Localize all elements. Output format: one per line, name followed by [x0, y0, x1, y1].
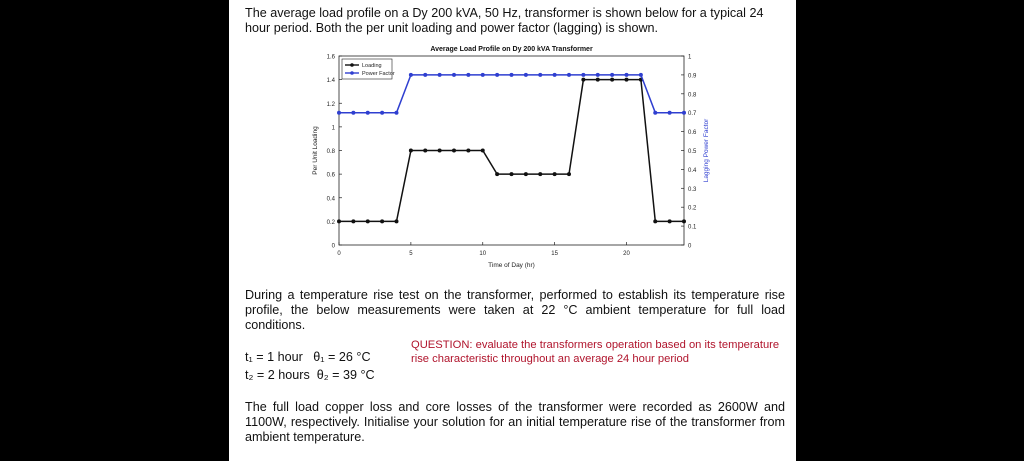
y2-tick-label: 1 — [688, 54, 692, 61]
data-point-power-factor — [409, 73, 413, 77]
y2-tick-label: 0.1 — [688, 224, 697, 231]
data-point-power-factor — [610, 73, 614, 77]
data-point-loading — [380, 219, 384, 223]
y2-axis-label: Lagging Power Factor — [703, 118, 710, 183]
legend-marker — [350, 71, 354, 75]
y2-tick-label: 0.3 — [688, 186, 697, 193]
data-point-power-factor — [452, 73, 456, 77]
y-tick-label: 1 — [331, 125, 335, 132]
data-point-power-factor — [668, 111, 672, 115]
data-point-loading — [395, 219, 399, 223]
data-point-loading — [481, 149, 485, 153]
y-tick-label: 1.4 — [326, 78, 335, 85]
data-point-power-factor — [466, 73, 470, 77]
x-tick-label: 20 — [623, 251, 630, 257]
data-point-power-factor — [538, 73, 542, 77]
data-point-power-factor — [510, 73, 514, 77]
data-point-loading — [337, 219, 341, 223]
data-point-loading — [567, 172, 571, 176]
legend-marker — [350, 63, 354, 67]
x-tick-label: 10 — [479, 251, 487, 257]
test-paragraph: During a temperature rise test on the transformer, performed to establish its temperature rise profile, the below measurements were taken at 22 °C ambient temperature for full load conditions. — [245, 288, 785, 332]
data-point-loading — [366, 219, 370, 223]
y2-tick-label: 0.5 — [688, 149, 697, 155]
data-point-power-factor — [639, 73, 643, 77]
series-line-loading — [339, 80, 684, 222]
data-point-power-factor — [351, 111, 355, 115]
data-point-loading — [596, 78, 600, 82]
data-point-power-factor — [337, 111, 341, 115]
y-tick-label: 1.6 — [326, 54, 335, 61]
data-point-loading — [423, 149, 427, 153]
y2-tick-label: 0.4 — [688, 167, 697, 174]
data-point-loading — [409, 149, 413, 153]
chart-title: Average Load Profile on Dy 200 kVA Transformer — [430, 46, 593, 53]
y2-tick-label: 0.8 — [688, 92, 697, 99]
data-point-power-factor — [481, 73, 485, 77]
data-point-loading — [625, 78, 629, 82]
y2-tick-label: 0.7 — [688, 111, 697, 118]
y-tick-label: 0.4 — [326, 196, 335, 203]
losses-paragraph: The full load copper loss and core losses of the transformer were recorded as 2600W and 1100W, respectively. Initialise your solution for an initial temperature rise of the transformer from ambient temperature. — [245, 400, 785, 444]
x-axis-label: Time of Day (hr) — [488, 262, 535, 269]
data-point-loading — [524, 172, 528, 176]
plot-frame — [339, 56, 684, 245]
data-point-power-factor — [553, 73, 557, 77]
y-tick-label: 0.6 — [326, 172, 335, 179]
data-point-loading — [581, 78, 585, 82]
data-point-power-factor — [366, 111, 370, 115]
load-profile-chart — [229, 40, 796, 275]
data-point-loading — [538, 172, 542, 176]
data-point-loading — [438, 149, 442, 153]
data-point-loading — [510, 172, 514, 176]
x-tick-label: 5 — [409, 251, 413, 257]
data-point-power-factor — [380, 111, 384, 115]
y-axis-label: Per Unit Loading — [312, 126, 319, 175]
x-tick-label: 15 — [551, 251, 558, 257]
intro-paragraph: The average load profile on a Dy 200 kVA, 50 Hz, transformer is shown below for a typical 24 hour period. Both the per unit loading and power factor (lagging) is shown. — [245, 6, 764, 35]
data-point-loading — [653, 219, 657, 223]
y2-tick-label: 0.2 — [688, 205, 697, 212]
data-point-power-factor — [495, 73, 499, 77]
document-page — [229, 0, 796, 461]
data-point-loading — [668, 219, 672, 223]
data-point-power-factor — [581, 73, 585, 77]
data-point-loading — [452, 149, 456, 153]
data-point-power-factor — [682, 111, 686, 115]
data-point-loading — [610, 78, 614, 82]
data-point-power-factor — [625, 73, 629, 77]
x-tick-label: 0 — [337, 251, 341, 257]
data-point-loading — [466, 149, 470, 153]
data-point-loading — [553, 172, 557, 176]
y-tick-label: 0 — [331, 243, 335, 250]
data-point-power-factor — [423, 73, 427, 77]
data-point-power-factor — [596, 73, 600, 77]
data-point-loading — [495, 172, 499, 176]
question-text: QUESTION: evaluate the transformers operation based on its temperature rise characteristic throughout an average 24 hour period — [411, 339, 780, 365]
data-point-power-factor — [395, 111, 399, 115]
legend-label: Loading — [362, 63, 382, 69]
data-point-power-factor — [438, 73, 442, 77]
data-point-loading — [351, 219, 355, 223]
series-line-power-factor — [339, 75, 684, 113]
y2-tick-label: 0.6 — [688, 130, 697, 137]
measurement-1: t₁ = 1 hour θ₁ = 26 °C — [245, 350, 371, 364]
data-point-power-factor — [653, 111, 657, 115]
data-point-power-factor — [524, 73, 528, 77]
y-tick-label: 0.2 — [326, 219, 335, 226]
y-tick-label: 0.8 — [326, 149, 335, 155]
measurement-2: t₂ = 2 hours θ₂ = 39 °C — [245, 368, 375, 382]
data-point-power-factor — [567, 73, 571, 77]
y2-tick-label: 0.9 — [688, 73, 697, 80]
legend-label: Power Factor — [362, 71, 395, 77]
y2-tick-label: 0 — [688, 243, 692, 250]
y-tick-label: 1.2 — [326, 101, 335, 108]
data-point-loading — [682, 219, 686, 223]
